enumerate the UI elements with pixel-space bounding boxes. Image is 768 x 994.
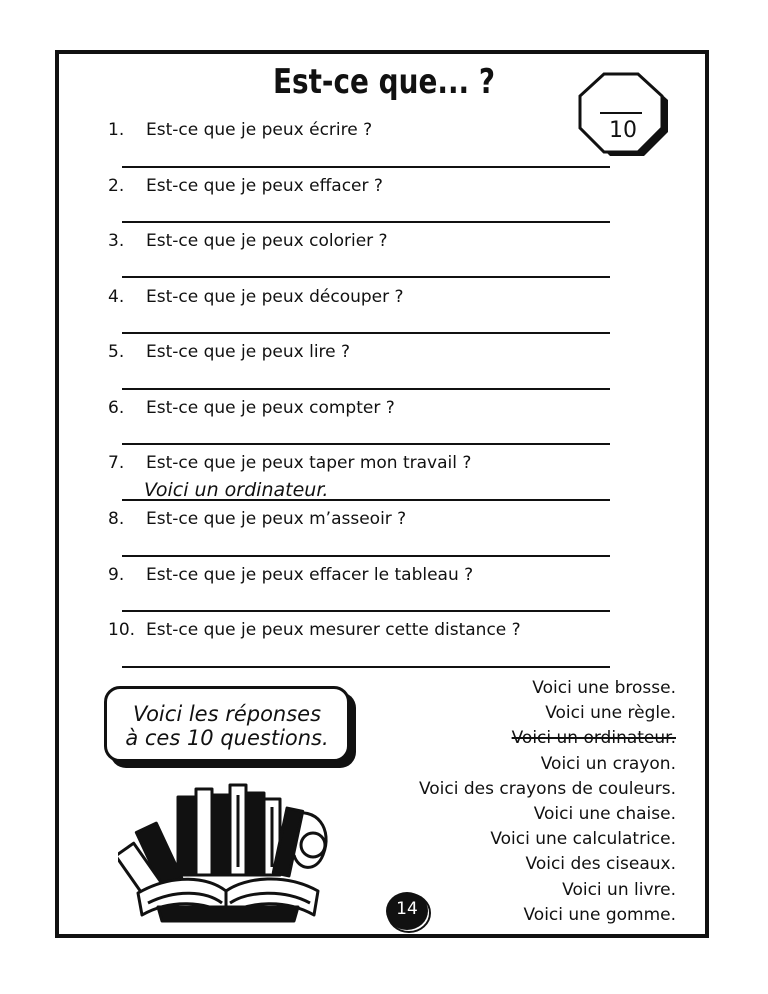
- answer-line-3[interactable]: [122, 276, 610, 278]
- question-number: 10.: [108, 620, 136, 640]
- question-number: 4.: [108, 287, 125, 307]
- question-text: Est-ce que je peux colorier ?: [146, 231, 388, 251]
- choice-item: Voici une chaise.: [533, 804, 676, 825]
- answer-line-2[interactable]: [122, 221, 610, 223]
- question-number: 3.: [108, 231, 125, 251]
- question-6: [108, 398, 395, 418]
- responses-line-2: à ces 10 questions.: [125, 726, 329, 750]
- question-text: Est-ce que je peux taper mon travail ?: [146, 453, 472, 473]
- question-10: [108, 620, 521, 640]
- choice-item: Voici un crayon.: [540, 753, 676, 774]
- question-7: [108, 453, 471, 473]
- choice-item: Voici une gomme.: [523, 904, 676, 925]
- question-8: [108, 509, 406, 529]
- question-number: 7.: [108, 453, 125, 473]
- question-text: Est-ce que je peux effacer le tableau ?: [146, 565, 474, 585]
- question-1: [108, 120, 372, 140]
- question-text: Est-ce que je peux compter ?: [146, 398, 395, 418]
- page-title: Est-ce que... ?: [272, 62, 496, 102]
- question-number: 1.: [108, 120, 125, 140]
- choice-item: Voici une règle.: [545, 703, 676, 724]
- question-text: Est-ce que je peux découper ?: [146, 287, 404, 307]
- answer-line-9[interactable]: [122, 610, 610, 612]
- answer-choices: [419, 676, 676, 928]
- question-9: [108, 565, 473, 585]
- responses-box-text: [104, 702, 350, 750]
- answer-line-7[interactable]: [122, 499, 610, 501]
- question-number: 9.: [108, 565, 125, 585]
- answer-line-4[interactable]: [122, 332, 610, 334]
- choice-item: Voici un livre.: [562, 879, 676, 900]
- choice-item: Voici une calculatrice.: [490, 829, 676, 850]
- answer-line-1[interactable]: [122, 166, 610, 168]
- question-5: [108, 342, 350, 362]
- question-number: 2.: [108, 176, 125, 196]
- choice-item: Voici des ciseaux.: [525, 854, 676, 875]
- choice-item-used: Voici un ordinateur.: [511, 728, 676, 749]
- choice-item: Voici une brosse.: [532, 678, 676, 698]
- question-text: Est-ce que je peux lire ?: [146, 342, 351, 362]
- answer-line-5[interactable]: [122, 388, 610, 390]
- octagon-score-icon: [576, 70, 672, 162]
- responses-line-1: Voici les réponses: [132, 702, 322, 726]
- choice-item: Voici des crayons de couleurs.: [418, 778, 676, 799]
- page-number: 14: [396, 899, 418, 919]
- answer-line-6[interactable]: [122, 443, 610, 445]
- example-answer: Voici un ordinateur.: [144, 479, 329, 501]
- question-text: Est-ce que je peux écrire ?: [146, 120, 373, 140]
- score-total: 10: [609, 118, 637, 143]
- question-number: 5.: [108, 342, 125, 362]
- question-2: [108, 176, 383, 196]
- question-text: Est-ce que je peux m’asseoir ?: [146, 509, 407, 529]
- question-text: Est-ce que je peux effacer ?: [146, 176, 383, 196]
- answer-line-10[interactable]: [122, 666, 610, 668]
- books-icon: [118, 775, 338, 925]
- question-number: 6.: [108, 398, 125, 418]
- question-4: [108, 287, 404, 307]
- question-number: 8.: [108, 509, 125, 529]
- question-3: [108, 231, 388, 251]
- answer-line-8[interactable]: [122, 555, 610, 557]
- question-text: Est-ce que je peux mesurer cette distance ?: [146, 620, 521, 640]
